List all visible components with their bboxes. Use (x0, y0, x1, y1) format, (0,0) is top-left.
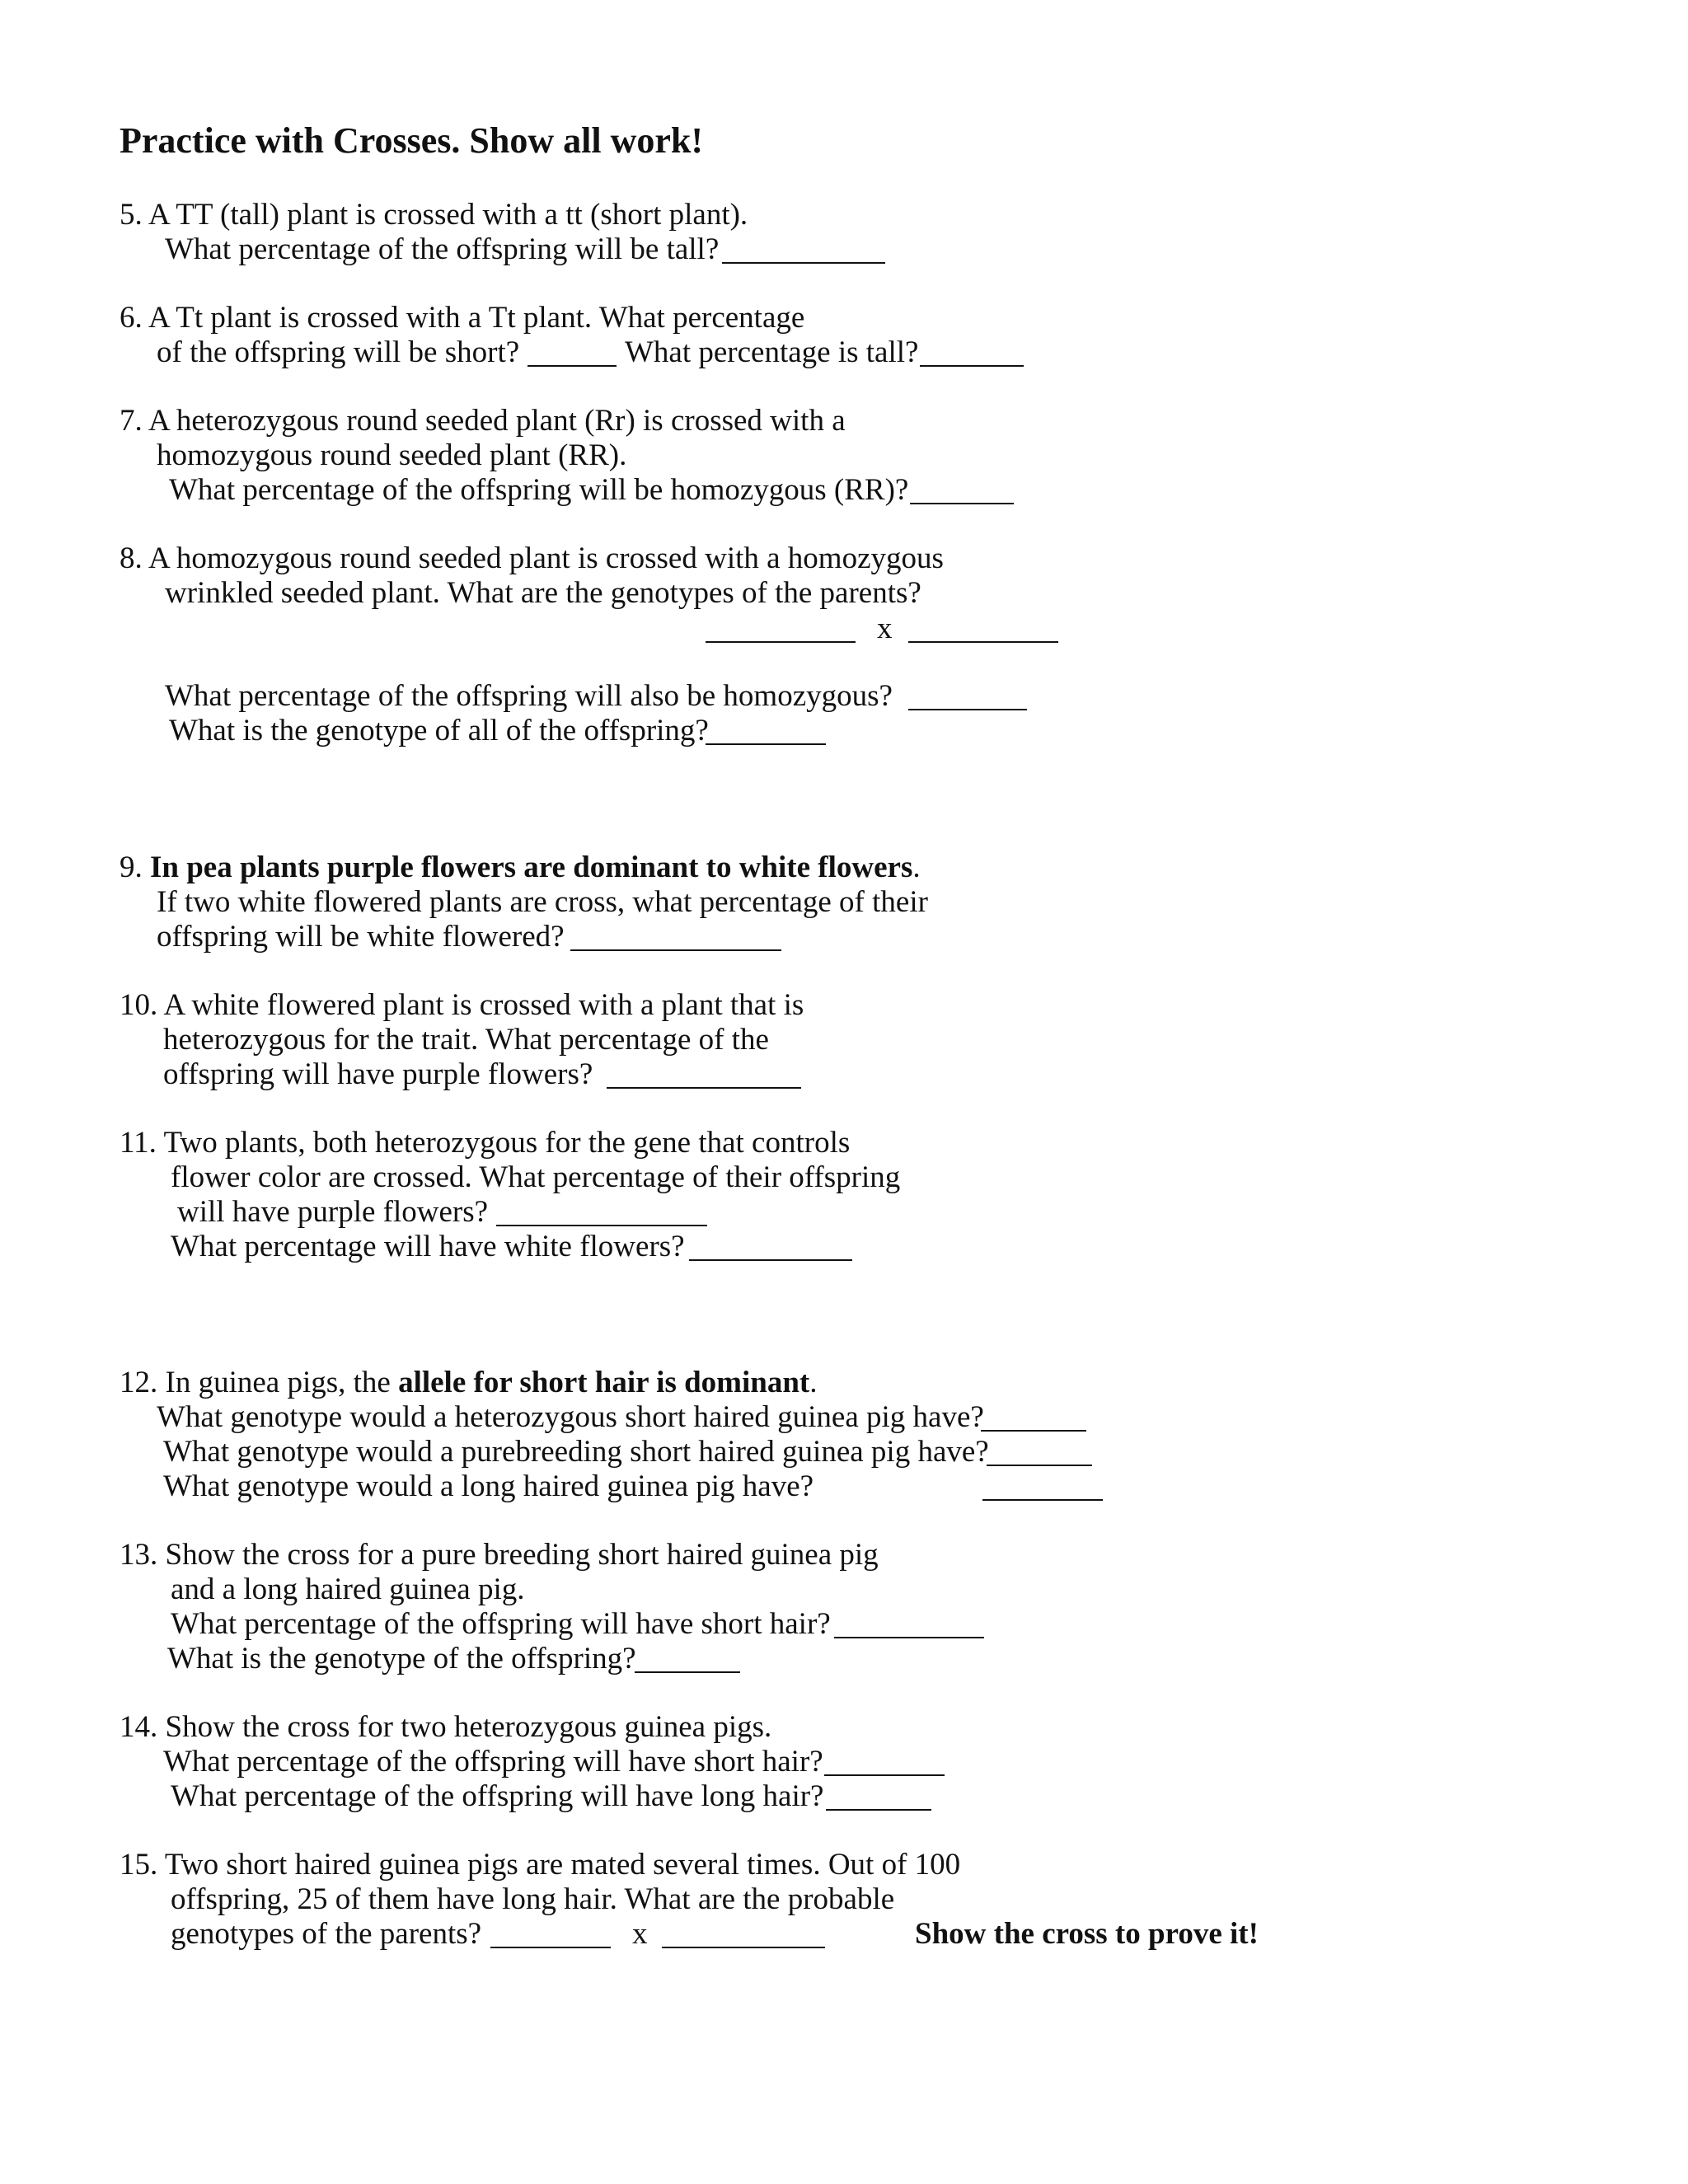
question-8-line-1: 8. A homozygous round seeded plant is crossed with a homozygous (120, 541, 944, 575)
answer-blank-13-genotype[interactable] (635, 1671, 740, 1673)
question-14-line-3: What percentage of the offspring will have long hair? (171, 1779, 824, 1813)
answer-blank-11-white[interactable] (689, 1259, 852, 1261)
answer-blank-14-long-hair[interactable] (826, 1809, 931, 1811)
question-6-line-2a: of the offspring will be short? (157, 335, 520, 369)
answer-blank-5[interactable] (722, 262, 885, 264)
question-11-line-2: flower color are crossed. What percentage of their offspring (171, 1160, 901, 1194)
question-10-line-3: offspring will have purple flowers? (163, 1057, 593, 1091)
question-9-period: . (912, 851, 921, 884)
answer-blank-8-genotype[interactable] (706, 743, 826, 745)
question-14-line-2: What percentage of the offspring will have short hair? (163, 1745, 823, 1779)
question-10-line-1: 10. A white flowered plant is crossed with a plant that is (120, 988, 804, 1022)
question-11-line-4: What percentage will have white flowers? (171, 1230, 685, 1263)
answer-blank-10[interactable] (607, 1087, 801, 1089)
question-11-line-1: 11. Two plants, both heterozygous for the gene that controls (120, 1126, 851, 1160)
question-12-line-3: What genotype would a purebreeding short haired guinea pig have? (163, 1435, 989, 1469)
question-7-line-1: 7. A heterozygous round seeded plant (Rr) is crossed with a (120, 404, 846, 438)
question-12-bold-statement: allele for short hair is dominant (398, 1366, 810, 1399)
question-11-line-3: will have purple flowers? (177, 1195, 489, 1229)
question-12-period: . (809, 1366, 818, 1399)
answer-blank-8-homozygous[interactable] (908, 709, 1027, 710)
answer-blank-6-short[interactable] (528, 365, 617, 367)
question-6-line-2b: What percentage is tall? (625, 335, 919, 369)
answer-blank-8-parent-2[interactable] (908, 641, 1058, 643)
question-5-line-2: What percentage of the offspring will be tall? (165, 232, 720, 266)
question-9-line-3: offspring will be white flowered? (157, 920, 565, 954)
answer-blank-12-heterozygous[interactable] (981, 1430, 1086, 1432)
question-13-line-4: What is the genotype of the offspring? (167, 1642, 636, 1675)
question-12-line-1 (120, 1365, 818, 1401)
question-15-line-1: 15. Two short haired guinea pigs are mated several times. Out of 100 (120, 1848, 961, 1882)
question-8-line-3: What percentage of the offspring will also be homozygous? (165, 679, 893, 713)
question-9-line-2: If two white flowered plants are cross, what percentage of their (157, 885, 928, 919)
question-15-line-2: offspring, 25 of them have long hair. What are the probable (171, 1882, 895, 1916)
question-7-line-3: What percentage of the offspring will be homozygous (RR)? (169, 473, 909, 507)
question-7-line-2: homozygous round seeded plant (RR). (157, 438, 627, 472)
answer-blank-12-purebreeding[interactable] (987, 1465, 1092, 1466)
cross-symbol: x (877, 612, 893, 645)
question-8-line-2: wrinkled seeded plant. What are the genotypes of the parents? (165, 576, 921, 610)
question-5-line-1: 5. A TT (tall) plant is crossed with a tt (short plant). (120, 198, 748, 232)
answer-blank-13-short-hair[interactable] (834, 1637, 984, 1638)
answer-blank-8-parent-1[interactable] (706, 641, 856, 643)
answer-blank-7[interactable] (910, 503, 1014, 504)
show-cross-instruction: Show the cross to prove it! (915, 1917, 1259, 1951)
question-9-number: 9. (120, 851, 150, 884)
answer-blank-11-purple[interactable] (496, 1225, 707, 1226)
question-14-line-1: 14. Show the cross for two heterozygous guinea pigs. (120, 1710, 772, 1744)
question-8-line-4: What is the genotype of all of the offspring? (169, 714, 709, 748)
answer-blank-9[interactable] (570, 949, 781, 951)
answer-blank-14-short-hair[interactable] (824, 1774, 945, 1776)
answer-blank-12-long-haired[interactable] (982, 1499, 1103, 1501)
question-13-line-3: What percentage of the offspring will have short hair? (171, 1607, 831, 1641)
answer-blank-6-tall[interactable] (920, 365, 1024, 367)
question-9-bold-statement: In pea plants purple flowers are dominant to white flowers (150, 851, 913, 884)
question-9-line-1 (120, 850, 921, 886)
cross-symbol-15: x (632, 1917, 648, 1951)
question-13-line-1: 13. Show the cross for a pure breeding short haired guinea pig (120, 1538, 879, 1572)
question-12-intro: 12. In guinea pigs, the (120, 1366, 399, 1399)
question-10-line-2: heterozygous for the trait. What percentage of the (163, 1023, 769, 1057)
question-12-line-4: What genotype would a long haired guinea pig have? (163, 1469, 814, 1503)
question-13-line-2: and a long haired guinea pig. (171, 1572, 525, 1606)
question-12-line-2: What genotype would a heterozygous short haired guinea pig have? (157, 1400, 984, 1434)
question-6-line-1: 6. A Tt plant is crossed with a Tt plant. What percentage (120, 301, 805, 335)
answer-blank-15-parent-2[interactable] (662, 1947, 825, 1948)
question-15-line-3: genotypes of the parents? (171, 1917, 482, 1951)
worksheet-title: Practice with Crosses. Show all work! (120, 120, 703, 161)
answer-blank-15-parent-1[interactable] (490, 1947, 611, 1948)
